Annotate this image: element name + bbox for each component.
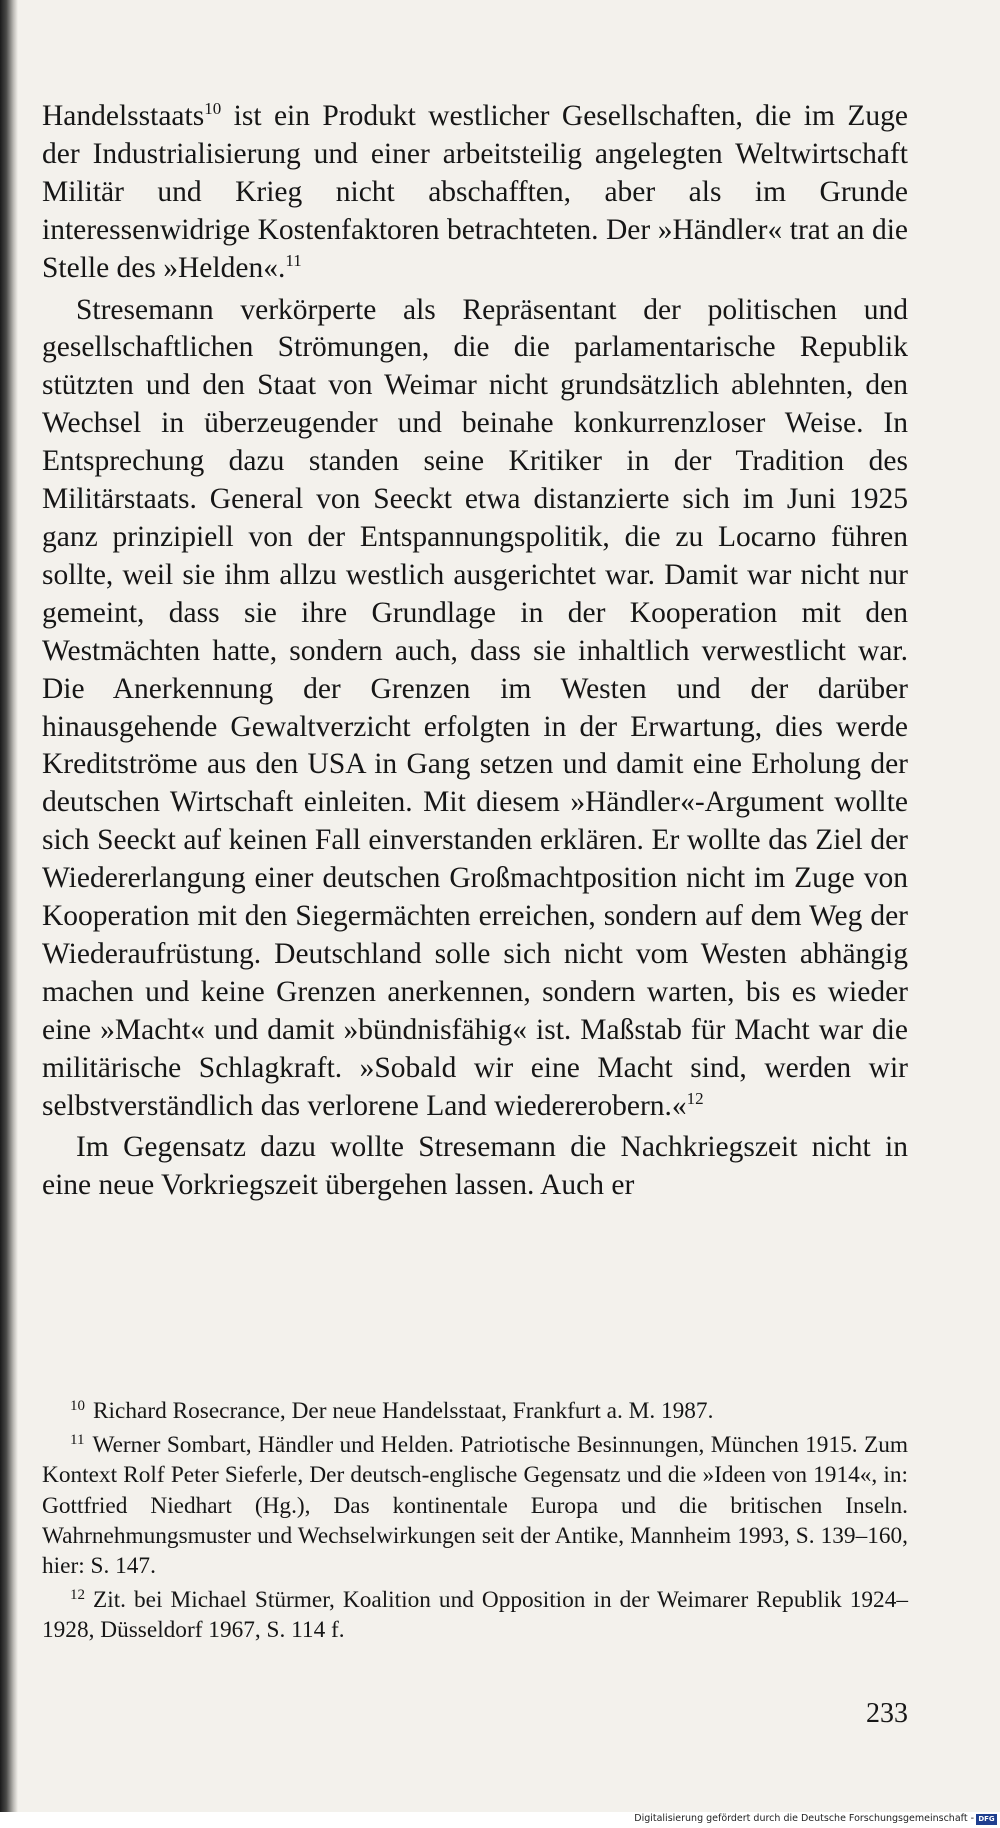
dfg-logo: DFG xyxy=(976,1814,997,1825)
footnote-reference: 11 xyxy=(285,250,302,270)
text-segment: Stresemann verkörperte als Repräsentant der politischen und gesellschaftlichen Strömungen, die die parlamentarische Republik stützten und den Staat von Weimar nicht grundsätzlich ablehnten, den Wechsel in überzeugender und beinahe konkurrenzloser Weise. In Entsprechung dazu standen seine Kritiker in der Tradition des Militärstaats. General von Seeckt etwa distanzierte sich im Juni 1925 ganz prinzipiell von der Entspannungspolitik, die zu Locarno führen sollte, weil sie ihm allzu westlich ausgerichtet war. Damit war nicht nur gemeint, dass sie ihre Grundlage in der Kooperation mit den Westmächten hatte, sondern auch, dass sie inhaltlich verwestlicht war. Die Anerkennung der Grenzen im Westen und der darüber hinausgehende Gewaltverzicht erfolgten in der Erwartung, dies werde Kreditströme aus den USA in Gang setzen und damit eine Erholung der deutschen Wirtschaft einleiten. Mit diesem »Händler«-Argument wollte sich Seeckt auf keinen Fall einverstanden erklären. Er wollte das Ziel der Wiedererlangung einer deutschen Großmachtposition nicht im Zuge von Kooperation mit den Siegermächten erreichen, sondern auf dem Weg der Wiederaufrüstung. Deutschland solle sich nicht vom Westen abhängig machen und keine Grenzen anerkennen, sondern warten, bis es wieder eine »Macht« und damit »bündnisfähig« ist. Maßstab für Macht war die militärische Schlagkraft. »Sobald wir eine Macht sind, werden wir selbstverständlich das verlorene Land wiedererobern.« xyxy=(42,293,908,1122)
footnote-text: Richard Rosecrance, Der neue Handelsstaat, Frankfurt a. M. 1987. xyxy=(93,1398,714,1424)
footnote-text: Werner Sombart, Händler und Helden. Patriotische Besinnungen, München 1915. Zum Kontext Rolf Peter Sieferle, Der deutsch-englische Gegensatz und die »Ideen von 1914«, in: Gottfried Niedhart (Hg.), Das kontinentale Europa und die britischen Inseln. Wahrnehmungsmuster und Wechselwirkungen seit der Antike, Mannheim 1993, S. 139–160, hier: S. 147. xyxy=(42,1432,908,1580)
footnote xyxy=(42,1585,908,1645)
paragraph xyxy=(42,1129,908,1205)
main-text-block xyxy=(42,98,908,1205)
footnote-text: Zit. bei Michael Stürmer, Koalition und Opposition in der Weimarer Republik 1924–1928, Düsseldorf 1967, S. 114 f. xyxy=(42,1587,908,1644)
footnote-number: 11 xyxy=(70,1432,85,1449)
footnotes-section xyxy=(42,1396,908,1650)
footnote xyxy=(42,1430,908,1581)
text-segment: Handelsstaats xyxy=(42,100,205,132)
paragraph xyxy=(42,98,908,288)
digitization-footer xyxy=(0,1812,1000,1828)
page-number: 233 xyxy=(866,1698,908,1729)
paragraph xyxy=(42,292,908,1126)
footnote-reference: 12 xyxy=(686,1088,704,1108)
text-segment: ist ein Produkt westlicher Gesellschaften, die im Zuge der Industrialisierung und einer arbeitsteilig angelegten Weltwirtschaft Militär und Krieg nicht abschafften, aber als im Grunde interessenwidrige Kostenfaktoren betrachteten. Der »Händler« trat an die Stelle des »Helden«. xyxy=(42,100,908,284)
book-spine-shadow xyxy=(0,0,18,1812)
footnote-reference: 10 xyxy=(204,99,222,118)
footnote-number: 10 xyxy=(70,1398,85,1414)
footnote-number: 12 xyxy=(70,1587,85,1604)
digitization-note: Digitalisierung gefördert durch die Deutsche Forschungsgemeinschaft - xyxy=(634,1813,974,1824)
text-segment: Im Gegensatz dazu wollte Stresemann die Nachkriegszeit nicht in eine neue Vorkriegszeit übergehen lassen. Auch er xyxy=(42,1131,908,1202)
footnote xyxy=(42,1396,908,1426)
